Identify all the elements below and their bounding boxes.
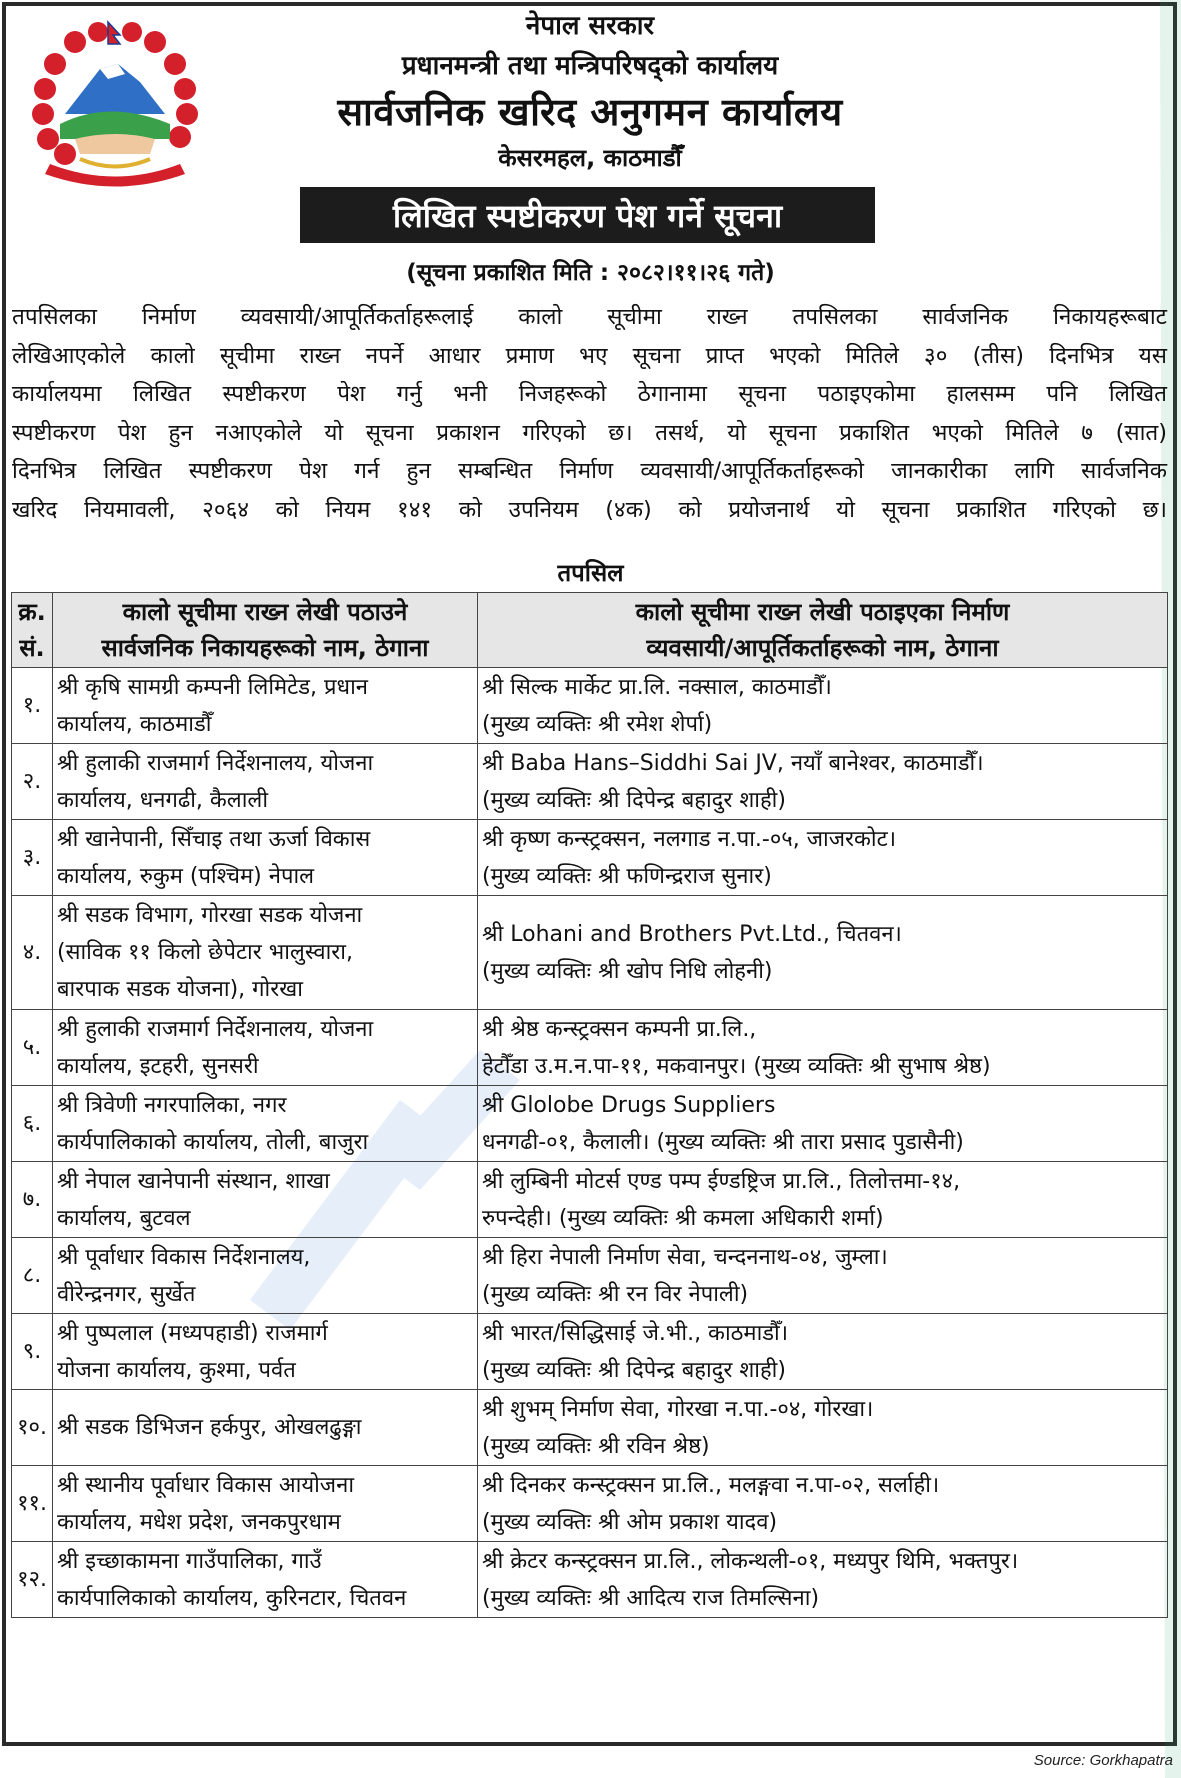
table-row: [12, 1238, 1168, 1314]
public-entity-cell: [53, 896, 478, 1010]
header-sn: क्र. सं.: [12, 593, 53, 668]
body-line: लेखिआएकोले कालो सूचीमा राख्न नपर्ने आधार प्रमाण भए सूचना प्राप्त भएको मितिले ३० (तीस) दिनभित्र यस: [12, 342, 1167, 369]
cell-line: धनगढी-०१, कैलाली। (मुख्य व्यक्तिः श्री तारा प्रसाद पुडासैनी): [482, 1129, 964, 1155]
public-entity-cell: [53, 1162, 478, 1238]
table-row: [12, 820, 1168, 896]
cell-line: श्री Baba Hans–Siddhi Sai JV, नयाँ बानेश्वर, काठमाडौँ।: [482, 750, 984, 776]
table-row: [12, 896, 1168, 1010]
cell-line: श्री सडक विभाग, गोरखा सडक योजना: [57, 903, 363, 928]
cell-line: श्री पुष्पलाल (मध्यपहाडी) राजमार्ग: [57, 1320, 328, 1346]
cell-line: श्री Lohani and Brothers Pvt.Ltd., चितवन।: [482, 921, 902, 947]
cell-line: श्री लुम्बिनी मोटर्स एण्ड पम्प ईण्डष्ट्रिज प्रा.लि., तिलोत्तमा-१४,: [482, 1168, 961, 1194]
body-line: तपसिलका निर्माण व्यवसायी/आपूर्तिकर्ताहरूलाई कालो सूचीमा राख्न तपसिलका सार्वजनिक निकायहरूबाट: [12, 304, 1167, 330]
cell-line: कार्यालय, मधेश प्रदेश, जनकपुरधाम: [57, 1509, 341, 1535]
cell-line: (मुख्य व्यक्तिः श्री रन विर नेपाली): [482, 1281, 749, 1307]
public-entity-cell: [53, 820, 478, 896]
row-serial-number: ३.: [12, 820, 53, 896]
cell-line: (मुख्य व्यक्तिः श्री फणिन्द्रराज सुनार): [482, 863, 772, 889]
cell-line: (मुख्य व्यक्तिः श्री आदित्य राज तिमल्सिना): [482, 1585, 820, 1611]
row-serial-number: १२.: [12, 1542, 53, 1618]
table-row: [12, 1542, 1168, 1618]
cell-line: योजना कार्यालय, कुश्मा, पर्वत: [57, 1357, 296, 1383]
contractor-cell: [478, 1542, 1168, 1618]
cell-line: कार्यालय, रुकुम (पश्चिम) नेपाल: [57, 863, 315, 889]
cell-line: बारपाक सडक योजना), गोरखा: [57, 977, 303, 1002]
cell-line: (मुख्य व्यक्तिः श्री दिपेन्द्र बहादुर शाही): [482, 787, 786, 813]
cell-line: श्री इच्छाकामना गाउँपालिका, गाउँ: [57, 1548, 322, 1574]
body-line: कार्यालयमा लिखित स्पष्टीकरण पेश गर्नु भनी निजहरूको ठेगानामा सूचना पठाइएकोमा हालसम्म पनि लिखित: [12, 381, 1167, 407]
contractor-cell: [478, 1314, 1168, 1390]
office-name: सार्वजनिक खरिद अनुगमन कार्यालय: [337, 90, 843, 134]
source-credit: Source: Gorkhapatra: [1033, 1752, 1173, 1769]
row-serial-number: ६.: [12, 1086, 53, 1162]
cell-line: श्री हुलाकी राजमार्ग निर्देशनालय, योजना: [57, 750, 374, 776]
header-contractor: कालो सूचीमा राख्न लेखी पठाइएका निर्माण व्यवसायी/आपूर्तिकर्ताहरूको नाम, ठेगाना: [478, 593, 1168, 668]
nepal-emblem-icon: [20, 14, 210, 194]
cell-line: कार्यालय, बुटवल: [57, 1205, 191, 1231]
cell-line: श्री दिनकर कन्स्ट्रक्सन प्रा.लि., मलङ्गवा न.पा-०२, सर्लाही।: [482, 1472, 940, 1498]
contractor-cell: [478, 1390, 1168, 1466]
published-date: (सूचना प्रकाशित मिति : २०८२।११।२६ गते): [406, 260, 775, 286]
row-serial-number: ९.: [12, 1314, 53, 1390]
cell-line: (मुख्य व्यक्तिः श्री रविन श्रेष्ठ): [482, 1433, 710, 1459]
cell-line: श्री त्रिवेणी नगरपालिका, नगर: [57, 1092, 287, 1118]
header-public-entity: कालो सूचीमा राख्न लेखी पठाउने सार्वजनिक निकायहरूको नाम, ठेगाना: [53, 593, 478, 668]
table-row: [12, 1086, 1168, 1162]
cell-line: श्री नेपाल खानेपानी संस्थान, शाखा: [57, 1168, 330, 1194]
cell-line: वीरेन्द्रनगर, सुर्खेत: [57, 1281, 196, 1307]
cell-line: श्री सडक डिभिजन हर्कपुर, ओखलढुङ्गा: [57, 1415, 362, 1440]
cell-line: कार्यालय, काठमाडौँ: [57, 711, 212, 737]
cell-line: श्री Glolobe Drugs Suppliers: [482, 1092, 776, 1118]
body-line: दिनभित्र लिखित स्पष्टीकरण पेश गर्न हुन सम्बन्धित निर्माण व्यवसायी/आपूर्तिकर्ताहरूको जानकारीका लागि सार्वजनिक: [12, 458, 1167, 484]
cell-line: (मुख्य व्यक्तिः श्री दिपेन्द्र बहादुर शाही): [482, 1357, 786, 1383]
contractor-cell: [478, 1466, 1168, 1542]
contractor-cell: [478, 744, 1168, 820]
blacklist-table: [11, 592, 1168, 1618]
cell-line: (मुख्य व्यक्तिः श्री ओम प्रकाश यादव): [482, 1509, 778, 1535]
cell-line: श्री हुलाकी राजमार्ग निर्देशनालय, योजना: [57, 1016, 374, 1042]
table-row: [12, 744, 1168, 820]
cell-line: श्री श्रेष्ठ कन्स्ट्रक्सन कम्पनी प्रा.लि.,: [482, 1016, 757, 1042]
public-entity-cell: [53, 1010, 478, 1086]
row-serial-number: ११.: [12, 1466, 53, 1542]
row-serial-number: ८.: [12, 1238, 53, 1314]
public-entity-cell: [53, 1542, 478, 1618]
cell-line: कार्यपालिकाको कार्यालय, तोली, बाजुरा: [57, 1129, 369, 1155]
cell-line: श्री भारत/सिद्धिसाई जे.भी., काठमाडौँ।: [482, 1320, 789, 1346]
contractor-cell: [478, 1162, 1168, 1238]
table-row: [12, 1390, 1168, 1466]
contractor-cell: [478, 1238, 1168, 1314]
office-address: केसरमहल, काठमाडौँ: [498, 144, 682, 172]
cell-line: कार्यालय, धनगढी, कैलाली: [57, 787, 269, 813]
header: [230, 6, 950, 178]
table-header-row: [12, 593, 1168, 668]
row-serial-number: १.: [12, 668, 53, 744]
cell-line: श्री क्रेटर कन्स्ट्रक्सन प्रा.लि., लोकन्थली-०१, मध्यपुर थिमि, भक्तपुर।: [482, 1548, 1019, 1574]
cell-line: (मुख्य व्यक्तिः श्री खोप निधि लोहनी): [482, 958, 773, 984]
contractor-cell: [478, 668, 1168, 744]
cell-line: कार्यपालिकाको कार्यालय, कुरिनटार, चितवन: [57, 1585, 407, 1611]
cell-line: रुपन्देही। (मुख्य व्यक्तिः श्री कमला अधिकारी शर्मा): [482, 1205, 884, 1231]
cell-line: श्री कृष्ण कन्स्ट्रक्सन, नलगाड न.पा.-०५, जाजरकोट।: [482, 826, 897, 852]
cell-line: (साविक ११ किलो छेपेटार भालुस्वारा,: [57, 940, 353, 965]
contractor-cell: [478, 896, 1168, 1010]
notice-title: लिखित स्पष्टीकरण पेश गर्ने सूचना: [300, 187, 875, 243]
cell-line: श्री स्थानीय पूर्वाधार विकास आयोजना: [57, 1472, 355, 1498]
public-entity-cell: [53, 1238, 478, 1314]
cell-line: श्री खानेपानी, सिँचाइ तथा ऊर्जा विकास: [57, 826, 371, 852]
contractor-cell: [478, 820, 1168, 896]
notice-body: [12, 298, 1167, 529]
public-entity-cell: [53, 1390, 478, 1466]
government-name: नेपाल सरकार: [525, 11, 655, 41]
contractor-cell: [478, 1086, 1168, 1162]
contractor-cell: [478, 1010, 1168, 1086]
cell-line: श्री शुभम् निर्माण सेवा, गोरखा न.पा.-०४, गोरखा।: [482, 1396, 874, 1422]
public-entity-cell: [53, 1466, 478, 1542]
body-line: खरिद नियमावली, २०६४ को नियम १४१ को उपनियम (४क) को प्रयोजनार्थ यो सूचना प्रकाशित गरिएको छ।: [12, 496, 1167, 523]
table-row: [12, 1010, 1168, 1086]
row-serial-number: ४.: [12, 896, 53, 1010]
cell-line: श्री सिल्क मार्केट प्रा.लि. नक्साल, काठमाडौँ।: [482, 674, 832, 700]
public-entity-cell: [53, 1314, 478, 1390]
row-serial-number: २.: [12, 744, 53, 820]
cell-line: कार्यालय, इटहरी, सुनसरी: [57, 1053, 259, 1079]
cell-line: (मुख्य व्यक्तिः श्री रमेश शेर्पा): [482, 711, 713, 737]
cell-line: श्री पूर्वाधार विकास निर्देशनालय,: [57, 1244, 311, 1270]
table-row: [12, 1466, 1168, 1542]
row-serial-number: ५.: [12, 1010, 53, 1086]
public-entity-cell: [53, 1086, 478, 1162]
cell-line: हेटौँडा उ.म.न.पा-११, मकवानपुर। (मुख्य व्यक्तिः श्री सुभाष श्रेष्ठ): [482, 1053, 991, 1079]
table-row: [12, 1314, 1168, 1390]
table-row: [12, 668, 1168, 744]
cell-line: श्री कृषि सामग्री कम्पनी लिमिटेड, प्रधान: [57, 674, 368, 700]
row-serial-number: ७.: [12, 1162, 53, 1238]
public-entity-cell: [53, 744, 478, 820]
row-serial-number: १०.: [12, 1390, 53, 1466]
cell-line: श्री हिरा नेपाली निर्माण सेवा, चन्दननाथ-०४, जुम्ला।: [482, 1244, 888, 1270]
table-row: [12, 1162, 1168, 1238]
ministry-name: प्रधानमन्त्री तथा मन्त्रिपरिषद्को कार्यालय: [401, 51, 779, 81]
body-line: स्पष्टीकरण पेश हुन नआएकोले यो सूचना प्रकाशन गरिएको छ। तसर्थ, यो सूचना प्रकाशित भएको मितिले ७ (सात): [12, 419, 1167, 446]
schedule-title: तपसिल: [557, 559, 624, 587]
public-entity-cell: [53, 668, 478, 744]
